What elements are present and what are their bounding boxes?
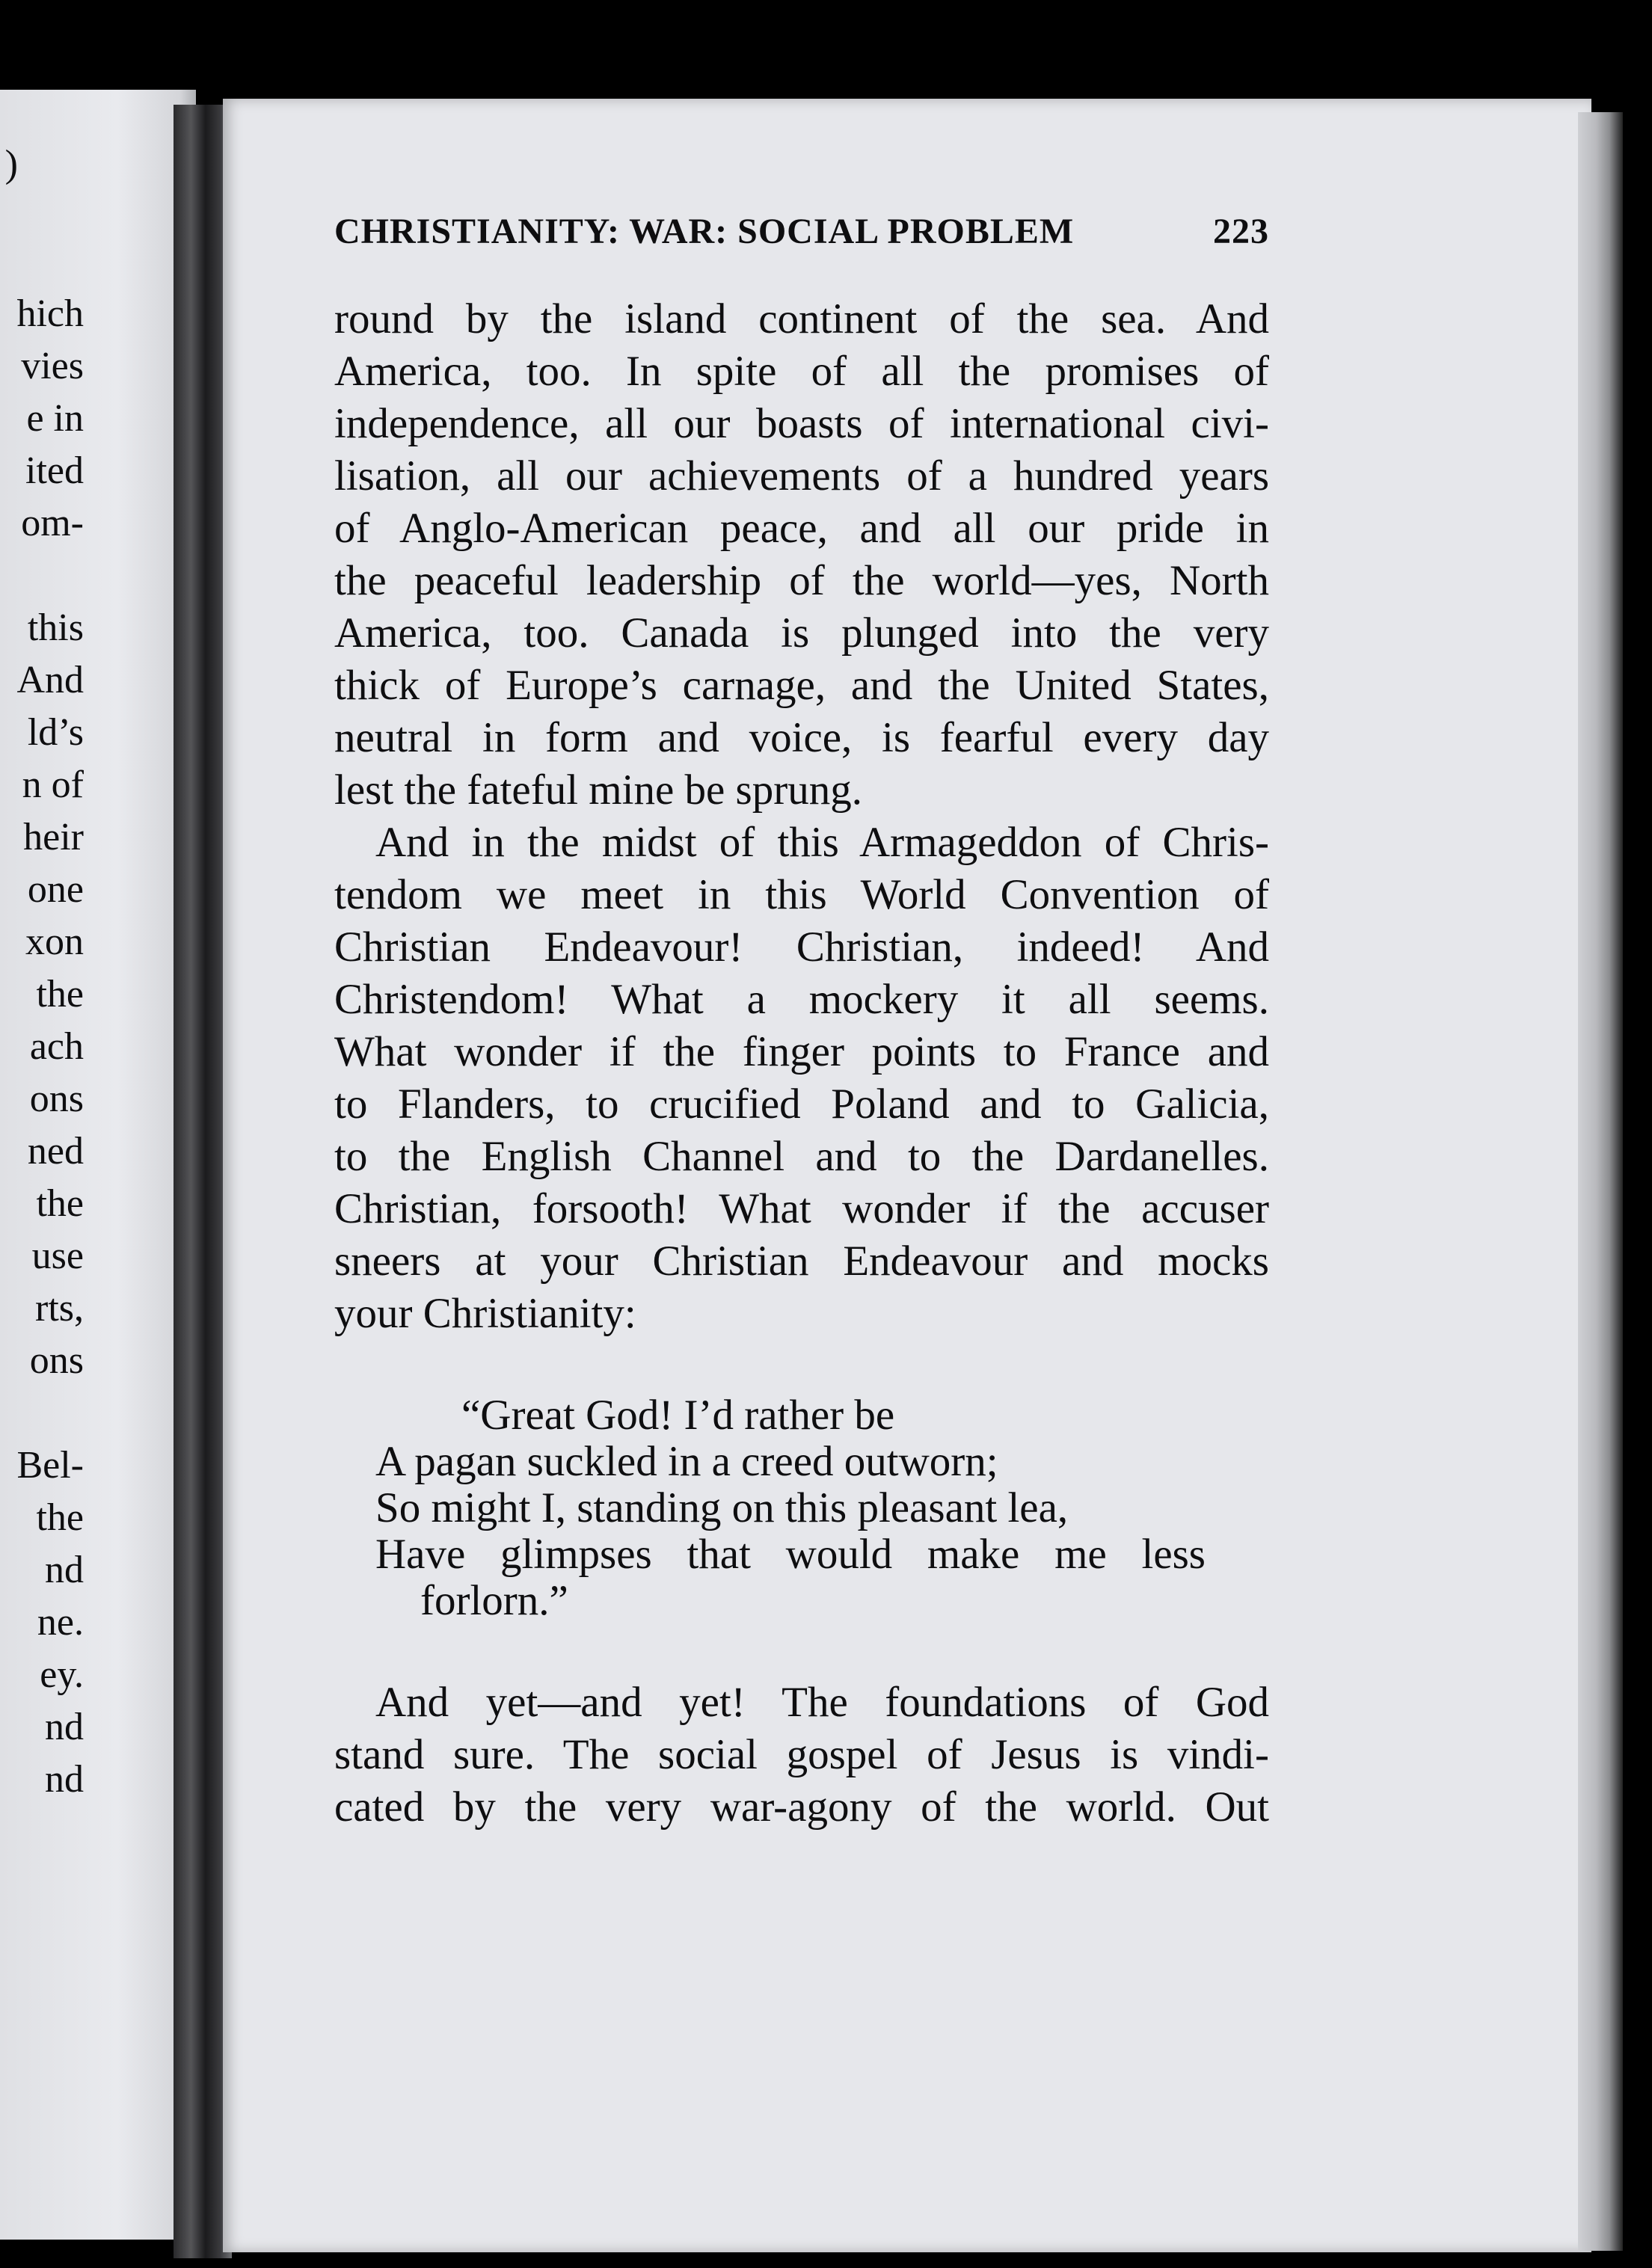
text-line: America, too. Canada is plunged into the very	[334, 609, 1269, 657]
left-page-text-fragments	[0, 143, 196, 1806]
text-line: And yet—and yet! The foundations of God	[375, 1679, 1269, 1726]
left-fragment: heir	[23, 816, 84, 858]
poem-line: A pagan suckled in a creed outworn;	[375, 1438, 998, 1485]
text-line: And in the midst of this Armageddon of Chris-	[375, 819, 1269, 866]
left-fragment: the	[36, 973, 84, 1015]
left-fragment: nd	[45, 1549, 84, 1591]
running-head	[334, 211, 1269, 252]
left-fragment: one	[27, 868, 84, 911]
text-line: Christian, forsooth! What wonder if the accuser	[334, 1185, 1269, 1232]
text-line: independence, all our boasts of international civi-	[334, 400, 1269, 447]
left-fragment: use	[31, 1235, 84, 1277]
text-line: to Flanders, to crucified Poland and to Galicia,	[334, 1081, 1269, 1128]
text-line: lest the fateful mine be sprung.	[334, 766, 862, 814]
left-fragment: ne.	[37, 1601, 84, 1644]
left-fragment: xon	[25, 921, 84, 963]
left-fragment: nd	[45, 1758, 84, 1801]
left-fragment: the	[36, 1182, 84, 1225]
text-line: What wonder if the finger points to France and	[334, 1028, 1269, 1075]
left-fragment: rts,	[35, 1287, 84, 1330]
poem-line: forlorn.”	[420, 1577, 568, 1624]
left-fragment: hich	[16, 292, 84, 335]
paragraph-3	[334, 1677, 1269, 1834]
left-fragment: this	[27, 606, 84, 649]
text-line: round by the island continent of the sea. And	[334, 295, 1269, 342]
paragraph-1	[334, 293, 1269, 817]
left-fragment: nd	[45, 1706, 84, 1748]
text-line: to the English Channel and to the Dardanelles.	[334, 1133, 1269, 1180]
text-line: neutral in form and voice, is fearful every day	[334, 714, 1269, 761]
body-text	[334, 293, 1269, 1834]
text-line: thick of Europe’s carnage, and the United States,	[334, 662, 1269, 709]
left-fragment: the	[36, 1496, 84, 1539]
text-line: cated by the very war-agony of the world. Out	[334, 1783, 1269, 1831]
poem-quotation	[334, 1392, 1269, 1624]
text-line: Christendom! What a mockery it all seems.	[334, 976, 1269, 1023]
left-fragment: ons	[29, 1339, 84, 1382]
left-fragment: ons	[29, 1078, 84, 1120]
text-line: stand sure. The social gospel of Jesus is vindi-	[334, 1731, 1269, 1778]
poem-line: “Great God! I’d rather be	[461, 1392, 895, 1439]
left-fragment: vies	[21, 345, 84, 387]
left-fragment: om-	[21, 502, 84, 544]
left-fragment: e in	[26, 397, 84, 440]
poem-line: Have glimpses that would make me less	[375, 1531, 1206, 1578]
text-line: Christian Endeavour! Christian, indeed! And	[334, 924, 1269, 971]
text-line: lisation, all our achievements of a hundred years	[334, 452, 1269, 500]
poem-line: So might I, standing on this pleasant lea,	[375, 1484, 1069, 1531]
left-fragment: ld’s	[27, 711, 84, 754]
text-line: of Anglo-American peace, and all our pride in	[334, 505, 1269, 552]
left-fragment: n of	[22, 763, 84, 806]
left-facing-page	[0, 90, 196, 2240]
text-line: tendom we meet in this World Convention of	[334, 871, 1269, 918]
text-line: America, too. In spite of all the promises of	[334, 348, 1269, 395]
left-fragment: )	[4, 143, 18, 185]
right-page-edge	[1578, 112, 1623, 2251]
text-line: sneers at your Christian Endeavour and mocks	[334, 1238, 1269, 1285]
left-fragment: Bel-	[16, 1444, 84, 1487]
left-fragment: ey.	[40, 1653, 84, 1696]
left-fragment: ach	[29, 1025, 84, 1068]
left-fragment: ned	[27, 1130, 84, 1173]
left-fragment: ited	[25, 449, 84, 492]
page-number: 223	[1213, 212, 1269, 251]
text-line: your Christianity:	[334, 1290, 636, 1337]
text-line: the peaceful leadership of the world—yes, North	[334, 557, 1269, 604]
running-head-title: CHRISTIANITY: WAR: SOCIAL PROBLEM	[334, 212, 1075, 251]
left-fragment: And	[16, 659, 84, 701]
paragraph-2	[334, 817, 1269, 1340]
